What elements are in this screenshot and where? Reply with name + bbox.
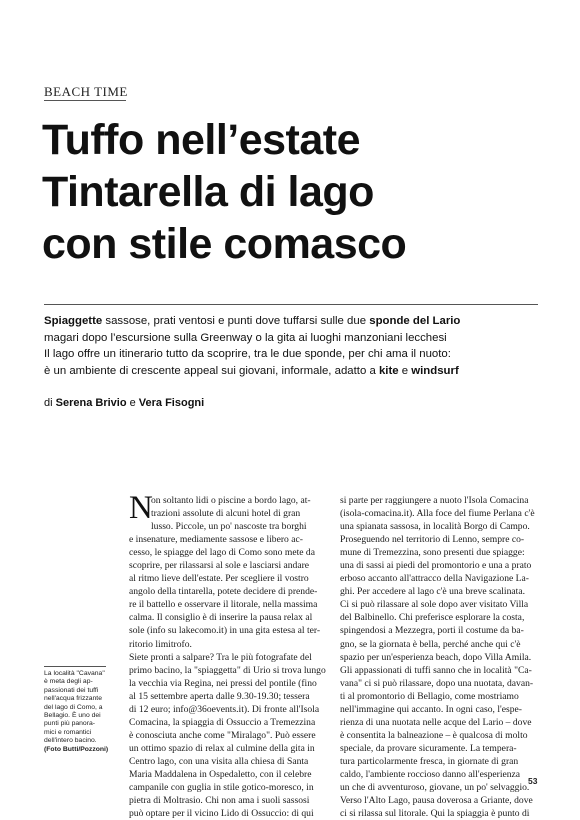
standfirst-bold: Spiaggette <box>44 315 103 327</box>
caption-line: del lago di Como, a <box>44 703 103 711</box>
body-text-line: cesso, le spiagge del lago di Como sono mete da <box>129 547 315 559</box>
drop-cap: N <box>129 490 153 526</box>
headline-line-1: Tuffo nell’estate <box>42 116 361 164</box>
body-text-line: un che di avventuroso, giovane, un po' selvaggio. <box>340 782 530 794</box>
body-text-line: del Balbinello. Chi preferisce esplorare la costa, <box>340 612 525 624</box>
byline-prefix: di <box>44 397 56 409</box>
headline-line-2: Tintarella di lago <box>42 168 374 216</box>
body-text-line: Comacina, la spiaggia di Ossuccio a Tremezzina <box>129 716 316 728</box>
body-text-line: on soltanto lidi o piscine a bordo lago, at- <box>151 495 311 506</box>
photo-credit: (Foto Butti/Pozzoni) <box>44 745 109 753</box>
body-text-line: di 12 euro; info@36oevents.it). Di fronte all'Isola <box>129 703 320 715</box>
body-text-line: campanile con guglia in stile gotico-moresco, in <box>129 782 314 794</box>
body-text-line: calma. Il consiglio è di inserire la pausa relax al <box>129 612 313 624</box>
body-text-line: e insenature, mediamente sassose e libero ac- <box>129 534 303 546</box>
body-text-line: Gli appassionati di tuffi sanno che in località "Ca- <box>340 664 532 676</box>
standfirst-line-4 <box>44 363 544 380</box>
caption-line: nell'acqua frizzante <box>44 695 102 703</box>
body-text-line: al 15 settembre aperta dalle 9.30-19.30; tessera <box>129 690 310 702</box>
body-text-line: Centro lago, con una visita alla chiesa di Santa <box>129 755 309 767</box>
byline-conjunction: e <box>126 397 139 409</box>
photo-caption <box>44 670 114 754</box>
body-text-line: è conosciuta anche come "Miralago". Può essere <box>129 729 316 741</box>
caption-line: passionati dei tuffi <box>44 686 99 694</box>
caption-line: dell'intero bacino. <box>44 737 97 745</box>
byline <box>44 397 204 409</box>
page-number: 53 <box>528 776 538 786</box>
standfirst <box>44 313 544 379</box>
headline-divider <box>44 304 538 305</box>
body-text-line: scoprire, per rilassarsi al sole e lasciarsi andare <box>129 560 310 572</box>
body-text-line: ritorio limitrofo. <box>129 638 192 650</box>
body-text-line: Siete pronti a salpare? Tra le più fotografate del <box>129 651 312 663</box>
body-text-line: può optare per il vicino Lido di Ossuccio: di qui <box>129 808 314 820</box>
body-text-line: trazioni assolute di alcuni hotel di gran <box>151 508 301 520</box>
body-text-line: pietra di Moltrasio. Chi non ama i suoli sassosi <box>129 795 310 807</box>
caption-divider <box>44 666 106 667</box>
body-text-line: rienza di una nuotata nelle acque del Lario – dove <box>340 716 532 728</box>
standfirst-bold: windsurf <box>411 364 459 377</box>
body-text-line: tura particolarmente fresca, in giornate di gran <box>340 755 519 767</box>
body-column-1 <box>129 490 328 820</box>
body-text-line: mune di Tremezzina, sono presenti due spiagge: <box>340 547 525 559</box>
caption-line: mici e romantici <box>44 728 92 736</box>
caption-line: punti più panora- <box>44 720 96 728</box>
body-text-line: è consentita la balneazione – è qualcosa di molto <box>340 729 528 741</box>
headline-line-3: con stile comasco <box>42 220 407 268</box>
standfirst-text: e <box>398 364 412 377</box>
standfirst-bold: kite <box>378 364 399 377</box>
body-text-line: (isola-comacina.it). Alla foce del fiume Perlana c'è <box>340 508 535 520</box>
standfirst-text: sassose, prati ventosi e punti dove tuffarsi sulle due <box>102 315 370 327</box>
section-label: BEACH TIME <box>44 84 128 99</box>
body-text-line: gno, se la giornata è bella, perché anche qui c'è <box>340 638 521 650</box>
body-text-line: ci si rilassa sul litorale. Qui la spiaggia è punto di <box>340 808 530 820</box>
standfirst-line-3: Il lago offre un itinerario tutto da scoprire, tra le due sponde, per chi ama il nuoto: <box>44 348 451 360</box>
standfirst-line-1 <box>44 313 544 330</box>
body-text-line: caldo, l'ambiente roccioso danno all'esperienza <box>340 768 521 780</box>
standfirst-bold: sponde del Lario <box>369 315 461 327</box>
caption-line: La località "Cavana" <box>44 670 105 677</box>
body-text-line: al ritmo lieve dell'estate. Per scegliere il vostro <box>129 573 309 585</box>
body-text-line: re il battello e osservare il litorale, nella massima <box>129 599 318 611</box>
body-text-line: vana" ci si può rilassare, dopo una nuotata, davan- <box>340 677 534 689</box>
section-divider <box>44 100 126 101</box>
body-text-line: spingendosi a Mezzegra, porti il costume da ba- <box>340 625 524 637</box>
body-text-line: lusso. Piccole, un po' nascoste tra borghi <box>151 521 307 533</box>
body-text-line: Maria Maddalena in Ospedaletto, con il celebre <box>129 768 312 780</box>
body-text-line: sole (info su lakecomo.it) in una gita estesa al ter- <box>129 625 321 637</box>
body-text-line: Proseguendo nel territorio di Lenno, sempre co- <box>340 534 525 546</box>
body-text-line: speciale, da provare sicuramente. La tempera- <box>340 742 517 754</box>
body-text-line: una di sassi ai piedi del promontorio e una a prato <box>340 560 532 572</box>
caption-line: è meta degli ap- <box>44 678 93 686</box>
standfirst-text: è un ambiente di crescente appeal sui giovani, informale, adatto a <box>44 364 379 377</box>
body-text-line: spazio per un'esperienza beach, dopo Villa Amila. <box>340 651 532 663</box>
body-text-line: si parte per raggiungere a nuoto l'Isola Comacina <box>340 495 529 506</box>
body-text-line: angolo della tintarella, potete decidere di prende- <box>129 586 318 598</box>
body-text-line: Ci si può rilassare al sole dopo aver visitato Villa <box>340 599 529 611</box>
body-text-line: ti al promontorio di Bellagio, come mostriamo <box>340 690 519 702</box>
body-text-line: la vecchia via Regina, nei pressi del pontile (fino <box>129 677 317 689</box>
headline <box>42 114 542 270</box>
body-text-line: un ottimo spazio di relax al culmine della gita in <box>129 742 315 754</box>
standfirst-line-2: magari dopo l’escursione sulla Greenway o la gita ai luoghi manzoniani lecchesi <box>44 331 447 344</box>
body-column-2 <box>340 494 540 820</box>
body-text-line: Verso l'Alto Lago, pausa doverosa a Griante, dove <box>340 795 533 807</box>
body-text-line: ghi. Per accedere al lago c'è una breve scalinata. <box>340 586 525 598</box>
body-text-line: nell'immagine qui accanto. In ogni caso, l'espe- <box>340 703 522 715</box>
author-name: Vera Fisogni <box>138 397 205 409</box>
caption-line: Bellagio. È uno dei <box>44 712 101 720</box>
body-text-line: una spianata sassosa, in località Borgo di Campo. <box>340 521 530 533</box>
author-name: Serena Brivio <box>55 397 127 409</box>
body-text-line: primo bacino, la "spiaggetta" di Urio si trova lungo <box>129 664 326 676</box>
body-text-line: erboso accanto all'attracco della Navigazione La- <box>340 573 529 585</box>
